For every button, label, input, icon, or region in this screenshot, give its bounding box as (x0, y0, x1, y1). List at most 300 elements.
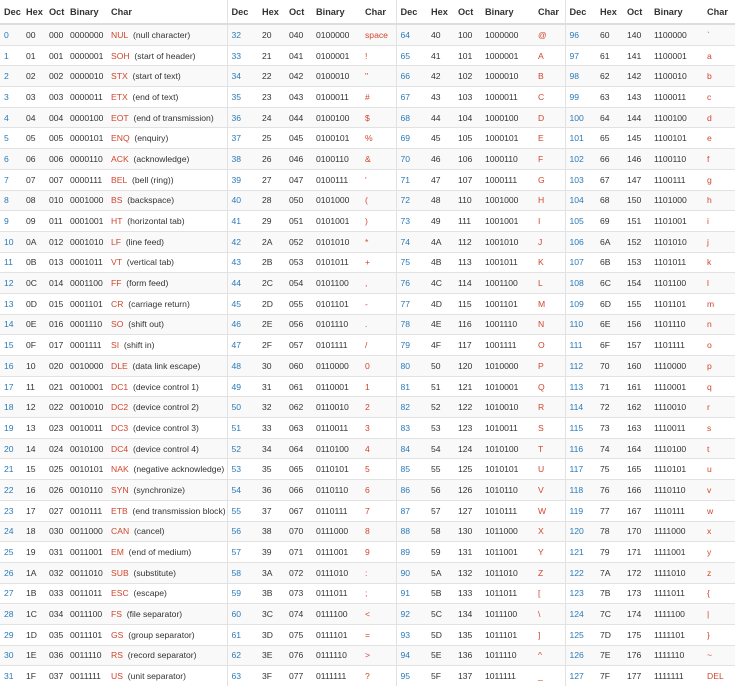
cell-dec: 8 (0, 190, 22, 211)
char-code: BS (111, 195, 123, 206)
cell-binary: 1100011 (650, 87, 703, 108)
cell-hex: 01 (22, 45, 45, 66)
cell-char: } (703, 624, 735, 645)
cell-oct: 020 (45, 356, 66, 377)
cell-dec: 47 (227, 335, 258, 356)
cell-hex: 4A (427, 231, 454, 252)
cell-char (107, 624, 227, 645)
cell-hex: 7F (596, 666, 623, 686)
cell-oct: 043 (285, 87, 312, 108)
cell-char: / (361, 335, 396, 356)
cell-oct: 140 (623, 24, 650, 45)
cell-char: v (703, 480, 735, 501)
cell-dec: 81 (396, 376, 427, 397)
cell-char: + (361, 252, 396, 273)
char-code: SYN (111, 484, 129, 495)
cell-hex: 5F (427, 666, 454, 686)
cell-oct: 077 (285, 666, 312, 686)
table-row (0, 45, 735, 66)
column-header-binary: Binary (312, 0, 361, 24)
cell-hex: 25 (258, 128, 285, 149)
cell-dec: 75 (396, 252, 427, 273)
cell-dec: 96 (565, 24, 596, 45)
cell-oct: 120 (454, 356, 481, 377)
cell-oct: 125 (454, 459, 481, 480)
cell-binary: 1111111 (650, 666, 703, 686)
table-row (0, 293, 735, 314)
cell-hex: 6A (596, 231, 623, 252)
char-code: SO (111, 319, 124, 330)
cell-binary: 0000010 (66, 66, 107, 87)
cell-char: ; (361, 583, 396, 604)
column-header-oct: Oct (623, 0, 650, 24)
table-row (0, 356, 735, 377)
cell-binary: 1101100 (650, 273, 703, 294)
cell-hex: 0C (22, 273, 45, 294)
cell-oct: 001 (45, 45, 66, 66)
cell-binary: 0100111 (312, 169, 361, 190)
cell-binary: 1000000 (481, 24, 534, 45)
cell-binary: 0101111 (312, 335, 361, 356)
cell-hex: 55 (427, 459, 454, 480)
cell-binary: 1111000 (650, 521, 703, 542)
cell-dec: 16 (0, 356, 22, 377)
cell-char (107, 293, 227, 314)
cell-char (107, 438, 227, 459)
table-row (0, 645, 735, 666)
cell-binary: 1011000 (481, 521, 534, 542)
column-header-dec: Dec (565, 0, 596, 24)
char-code: CAN (111, 526, 130, 537)
table-row (0, 624, 735, 645)
cell-binary: 0110000 (312, 356, 361, 377)
cell-char: # (361, 87, 396, 108)
cell-oct: 070 (285, 521, 312, 542)
char-code: SUB (111, 567, 129, 578)
cell-dec: 78 (396, 314, 427, 335)
cell-hex: 1C (22, 604, 45, 625)
cell-char (107, 107, 227, 128)
cell-binary: 0011100 (66, 604, 107, 625)
cell-oct: 034 (45, 604, 66, 625)
cell-oct: 163 (623, 418, 650, 439)
cell-oct: 151 (623, 211, 650, 232)
cell-oct: 104 (454, 107, 481, 128)
char-description: (device control 2) (132, 402, 199, 413)
cell-hex: 3E (258, 645, 285, 666)
cell-char: p (703, 356, 735, 377)
char-code: LF (111, 236, 122, 247)
cell-hex: 14 (22, 438, 45, 459)
cell-dec: 28 (0, 604, 22, 625)
char-description: (backspace) (127, 195, 175, 206)
cell-dec: 70 (396, 149, 427, 170)
cell-binary: 0010011 (66, 418, 107, 439)
cell-oct: 101 (454, 45, 481, 66)
cell-char: 2 (361, 397, 396, 418)
cell-dec: 2 (0, 66, 22, 87)
table-row (0, 438, 735, 459)
cell-dec: 55 (227, 500, 258, 521)
cell-char: l (703, 273, 735, 294)
char-description: (file separator) (126, 609, 183, 620)
cell-oct: 150 (623, 190, 650, 211)
cell-hex: 3A (258, 562, 285, 583)
char-description: (cancel) (133, 526, 165, 537)
cell-dec: 25 (0, 542, 22, 563)
cell-char (107, 542, 227, 563)
cell-hex: 1B (22, 583, 45, 604)
cell-binary: 1101110 (650, 314, 703, 335)
char-code: DC1 (111, 381, 129, 392)
cell-hex: 52 (427, 397, 454, 418)
cell-hex: 4F (427, 335, 454, 356)
cell-oct: 174 (623, 604, 650, 625)
cell-dec: 115 (565, 418, 596, 439)
cell-binary: 1001101 (481, 293, 534, 314)
cell-oct: 010 (45, 190, 66, 211)
cell-oct: 110 (454, 190, 481, 211)
cell-binary: 1001100 (481, 273, 534, 294)
char-code: BEL (111, 174, 128, 185)
cell-binary: 1110010 (650, 397, 703, 418)
cell-hex: 29 (258, 211, 285, 232)
table-row (0, 542, 735, 563)
cell-hex: 0F (22, 335, 45, 356)
cell-hex: 70 (596, 356, 623, 377)
char-code: US (111, 671, 123, 682)
cell-hex: 07 (22, 169, 45, 190)
table-row (0, 480, 735, 501)
cell-oct: 143 (623, 87, 650, 108)
table-row (0, 149, 735, 170)
cell-hex: 1D (22, 624, 45, 645)
cell-hex: 22 (258, 66, 285, 87)
cell-hex: 20 (258, 24, 285, 45)
cell-dec: 54 (227, 480, 258, 501)
cell-oct: 112 (454, 231, 481, 252)
cell-hex: 32 (258, 397, 285, 418)
cell-dec: 93 (396, 624, 427, 645)
cell-oct: 103 (454, 87, 481, 108)
cell-oct: 133 (454, 583, 481, 604)
cell-dec: 7 (0, 169, 22, 190)
cell-dec: 50 (227, 397, 258, 418)
cell-oct: 107 (454, 169, 481, 190)
cell-hex: 2A (258, 231, 285, 252)
cell-hex: 34 (258, 438, 285, 459)
cell-char: O (534, 335, 565, 356)
cell-char: 6 (361, 480, 396, 501)
cell-char: * (361, 231, 396, 252)
cell-char (107, 335, 227, 356)
cell-dec: 108 (565, 273, 596, 294)
cell-dec: 46 (227, 314, 258, 335)
cell-oct: 031 (45, 542, 66, 563)
cell-hex: 1F (22, 666, 45, 686)
cell-oct: 022 (45, 397, 66, 418)
cell-binary: 0101001 (312, 211, 361, 232)
cell-hex: 10 (22, 356, 45, 377)
column-header-hex: Hex (596, 0, 623, 24)
cell-oct: 016 (45, 314, 66, 335)
cell-oct: 012 (45, 231, 66, 252)
header-row (0, 0, 735, 24)
cell-char (107, 376, 227, 397)
cell-binary: 0101000 (312, 190, 361, 211)
cell-char: S (534, 418, 565, 439)
cell-char (107, 500, 227, 521)
cell-oct: 167 (623, 500, 650, 521)
cell-hex: 62 (596, 66, 623, 87)
cell-binary: 0101110 (312, 314, 361, 335)
cell-dec: 124 (565, 604, 596, 625)
cell-dec: 30 (0, 645, 22, 666)
cell-oct: 063 (285, 418, 312, 439)
cell-binary: 1101011 (650, 252, 703, 273)
cell-binary: 0011101 (66, 624, 107, 645)
cell-hex: 23 (258, 87, 285, 108)
column-header-binary: Binary (650, 0, 703, 24)
cell-binary: 0100001 (312, 45, 361, 66)
cell-binary: 0010111 (66, 500, 107, 521)
cell-hex: 13 (22, 418, 45, 439)
char-description: (record separator) (127, 650, 197, 661)
cell-oct: 131 (454, 542, 481, 563)
cell-dec: 41 (227, 211, 258, 232)
column-header-hex: Hex (258, 0, 285, 24)
cell-hex: 06 (22, 149, 45, 170)
cell-hex: 77 (596, 500, 623, 521)
cell-char: c (703, 87, 735, 108)
cell-char (107, 666, 227, 686)
cell-oct: 040 (285, 24, 312, 45)
cell-hex: 61 (596, 45, 623, 66)
cell-binary: 0111110 (312, 645, 361, 666)
cell-hex: 38 (258, 521, 285, 542)
cell-dec: 49 (227, 376, 258, 397)
cell-hex: 2E (258, 314, 285, 335)
cell-char: E (534, 128, 565, 149)
cell-oct: 165 (623, 459, 650, 480)
cell-binary: 0111101 (312, 624, 361, 645)
cell-binary: 1111001 (650, 542, 703, 563)
cell-binary: 1010101 (481, 459, 534, 480)
cell-binary: 0010100 (66, 438, 107, 459)
cell-oct: 055 (285, 293, 312, 314)
cell-binary: 0011001 (66, 542, 107, 563)
char-code: NUL (111, 29, 129, 40)
cell-hex: 26 (258, 149, 285, 170)
cell-char: V (534, 480, 565, 501)
char-description: (line feed) (125, 236, 165, 247)
char-code: CR (111, 298, 124, 309)
cell-binary: 0101011 (312, 252, 361, 273)
cell-hex: 54 (427, 438, 454, 459)
cell-hex: 6B (596, 252, 623, 273)
cell-hex: 7E (596, 645, 623, 666)
cell-oct: 051 (285, 211, 312, 232)
cell-oct: 147 (623, 169, 650, 190)
cell-hex: 47 (427, 169, 454, 190)
cell-char: a (703, 45, 735, 66)
cell-hex: 64 (596, 107, 623, 128)
cell-binary: 1010000 (481, 356, 534, 377)
cell-hex: 79 (596, 542, 623, 563)
cell-char: N (534, 314, 565, 335)
cell-binary: 1010100 (481, 438, 534, 459)
cell-dec: 62 (227, 645, 258, 666)
cell-dec: 1 (0, 45, 22, 66)
cell-oct: 025 (45, 459, 66, 480)
cell-char (107, 190, 227, 211)
cell-dec: 103 (565, 169, 596, 190)
cell-char: $ (361, 107, 396, 128)
cell-dec: 77 (396, 293, 427, 314)
cell-oct: 164 (623, 438, 650, 459)
cell-binary: 0101010 (312, 231, 361, 252)
cell-binary: 0000111 (66, 169, 107, 190)
cell-dec: 94 (396, 645, 427, 666)
char-description: (end of transmission) (133, 112, 214, 123)
cell-char: k (703, 252, 735, 273)
cell-dec: 12 (0, 273, 22, 294)
cell-dec: 61 (227, 624, 258, 645)
cell-oct: 153 (623, 252, 650, 273)
char-code: FS (111, 609, 122, 620)
cell-char (107, 211, 227, 232)
cell-char: G (534, 169, 565, 190)
column-header-char: Char (107, 0, 227, 24)
cell-dec: 123 (565, 583, 596, 604)
cell-hex: 15 (22, 459, 45, 480)
cell-char: x (703, 521, 735, 542)
cell-char: L (534, 273, 565, 294)
cell-binary: 1111100 (650, 604, 703, 625)
cell-oct: 076 (285, 645, 312, 666)
char-description: (end of text) (132, 91, 179, 102)
cell-char: W (534, 500, 565, 521)
cell-binary: 0010110 (66, 480, 107, 501)
cell-dec: 13 (0, 293, 22, 314)
cell-dec: 87 (396, 500, 427, 521)
cell-hex: 7C (596, 604, 623, 625)
cell-binary: 1000001 (481, 45, 534, 66)
char-description: (device control 4) (132, 443, 199, 454)
cell-oct: 071 (285, 542, 312, 563)
char-code: SOH (111, 50, 130, 61)
char-code: ETX (111, 91, 128, 102)
char-code: DC2 (111, 402, 129, 413)
cell-char: g (703, 169, 735, 190)
cell-char: % (361, 128, 396, 149)
cell-dec: 38 (227, 149, 258, 170)
cell-char: r (703, 397, 735, 418)
cell-oct: 044 (285, 107, 312, 128)
cell-char: - (361, 293, 396, 314)
cell-dec: 92 (396, 604, 427, 625)
cell-char: s (703, 418, 735, 439)
cell-dec: 39 (227, 169, 258, 190)
cell-dec: 84 (396, 438, 427, 459)
cell-dec: 119 (565, 500, 596, 521)
cell-oct: 033 (45, 583, 66, 604)
cell-binary: 1011110 (481, 645, 534, 666)
cell-binary: 0011010 (66, 562, 107, 583)
cell-binary: 0010101 (66, 459, 107, 480)
cell-hex: 45 (427, 128, 454, 149)
char-description: (escape) (133, 588, 167, 599)
cell-char: Q (534, 376, 565, 397)
cell-char: ' (361, 169, 396, 190)
cell-dec: 3 (0, 87, 22, 108)
cell-dec: 89 (396, 542, 427, 563)
cell-hex: 71 (596, 376, 623, 397)
cell-hex: 6F (596, 335, 623, 356)
cell-char: X (534, 521, 565, 542)
cell-oct: 075 (285, 624, 312, 645)
cell-hex: 7A (596, 562, 623, 583)
cell-hex: 4C (427, 273, 454, 294)
cell-oct: 013 (45, 252, 66, 273)
cell-dec: 110 (565, 314, 596, 335)
cell-char: 7 (361, 500, 396, 521)
cell-binary: 1100101 (650, 128, 703, 149)
cell-hex: 5E (427, 645, 454, 666)
cell-char: b (703, 66, 735, 87)
cell-binary: 0110111 (312, 500, 361, 521)
cell-dec: 34 (227, 66, 258, 87)
table-row (0, 273, 735, 294)
cell-dec: 67 (396, 87, 427, 108)
cell-dec: 98 (565, 66, 596, 87)
cell-char: u (703, 459, 735, 480)
cell-hex: 31 (258, 376, 285, 397)
cell-hex: 44 (427, 107, 454, 128)
cell-oct: 144 (623, 107, 650, 128)
cell-dec: 97 (565, 45, 596, 66)
cell-dec: 65 (396, 45, 427, 66)
char-description: (group separator) (128, 629, 195, 640)
cell-oct: 021 (45, 376, 66, 397)
cell-oct: 074 (285, 604, 312, 625)
cell-hex: 48 (427, 190, 454, 211)
cell-oct: 160 (623, 356, 650, 377)
cell-char (107, 231, 227, 252)
cell-binary: 0100101 (312, 128, 361, 149)
cell-oct: 032 (45, 562, 66, 583)
cell-char: _ (534, 666, 565, 686)
cell-binary: 0001011 (66, 252, 107, 273)
cell-char: 0 (361, 356, 396, 377)
table-row (0, 66, 735, 87)
cell-hex: 66 (596, 149, 623, 170)
table-row (0, 459, 735, 480)
cell-hex: 12 (22, 397, 45, 418)
char-description: (bell (ring)) (132, 174, 174, 185)
cell-hex: 53 (427, 418, 454, 439)
table-row (0, 252, 735, 273)
cell-binary: 1100100 (650, 107, 703, 128)
cell-dec: 112 (565, 356, 596, 377)
cell-dec: 99 (565, 87, 596, 108)
char-description: (end of medium) (128, 547, 192, 558)
cell-char: i (703, 211, 735, 232)
cell-oct: 162 (623, 397, 650, 418)
cell-oct: 011 (45, 211, 66, 232)
cell-oct: 132 (454, 562, 481, 583)
cell-char (107, 562, 227, 583)
